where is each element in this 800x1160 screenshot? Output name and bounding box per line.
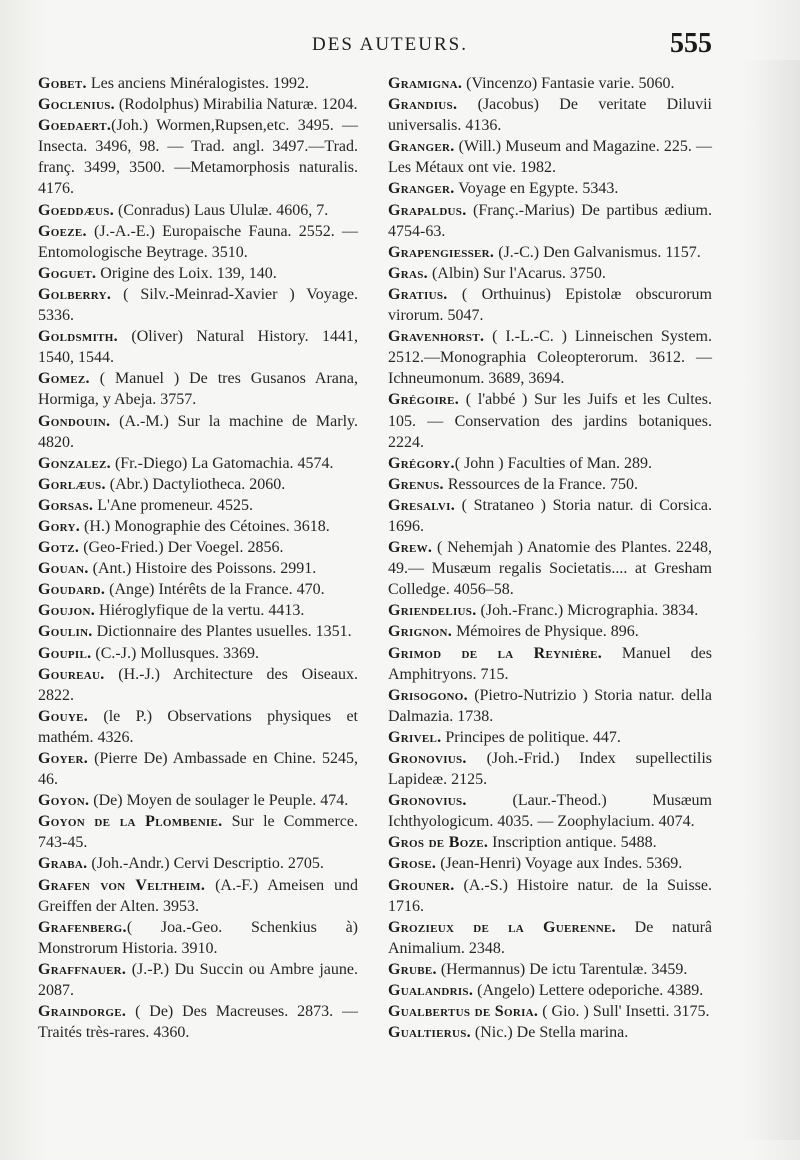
entry-reference: ( Gio. ) Sull' Insetti. 3175. [538,1003,710,1021]
index-entry [38,94,358,115]
entry-reference: (Joh.) Wormen,Rupsen,etc. 3495. — Insecta. 3496, 98. — Trad. angl. 3497.—Trad. franç. 3499, 3500. —Metamorphosis naturalis. 4176. [38,117,358,198]
entry-author: Granger. [388,138,455,156]
entry-reference: ( De) Des Macreuses. 2873. — Traités très-rares. 4360. [38,1003,358,1042]
page-number: 555 [670,28,712,59]
entry-reference: ( Joa.-Geo. Schenkius à) Monstrorum Historia. 3910. [38,918,358,957]
index-entry [388,284,712,326]
index-entry [388,1001,712,1022]
index-entry [38,73,358,94]
entry-reference: ( John ) Faculties of Man. 289. [454,454,653,472]
entry-reference: Manuel des Amphitryons. 715. [388,644,712,683]
entry-reference: (H.) Monographie des Cétoines. 3618. [80,517,330,535]
entry-reference: (Oliver) Natural History. 1441, 1540, 1544. [38,328,358,367]
entry-reference: (Franç.-Marius) De partibus ædium. 4754-63. [388,201,712,240]
entry-author: Grignon. [388,623,453,641]
index-entry [388,73,712,94]
entry-author: Goureau. [38,665,105,683]
index-entry [388,94,712,136]
entry-reference: (Laur.-Theod.) Musæum Ichthyologicum. 4035. — Zoophylacium. 4074. [388,792,712,831]
entry-author: Gorsas. [38,496,94,514]
entry-reference: (Hermannus) De ictu Tarentulæ. 3459. [436,960,688,978]
entry-reference: (H.-J.) Architecture des Oiseaux. 2822. [38,665,358,704]
entry-reference: (Ange) Intérêts de la France. 470. [105,581,325,599]
index-entry [388,685,712,727]
index-entry [38,368,358,410]
entry-author: Goguet. [38,264,97,282]
entry-author: Goupil. [38,644,92,662]
entry-reference: Origine des Loix. 139, 140. [96,264,277,282]
entry-author: Grew. [388,539,433,557]
entry-reference: (Will.) Museum and Magazine. 225. — Les Métaux ont vie. 1982. [388,138,712,177]
entry-author: Gualbertus de Soria. [388,1003,539,1021]
entry-author: Gratius. [388,285,448,303]
entry-reference: (Rodolphus) Mirabilia Naturæ. 1204. [114,96,358,114]
entry-author: Grégory. [388,454,455,472]
entry-author: Gouye. [38,707,89,725]
entry-reference: (Ant.) Histoire des Poissons. 2991. [88,560,317,578]
entry-author: Grandius. [388,96,458,114]
entry-author: Grose. [388,855,437,873]
index-entry [38,558,358,579]
index-entry [38,263,358,284]
index-entry [388,1022,712,1043]
index-entry [388,621,712,642]
entry-reference: (Fr.-Diego) La Gatomachia. 4574. [110,454,334,472]
entry-reference: (Jean-Henri) Voyage aux Indes. 5369. [436,855,683,873]
index-entry [38,748,358,790]
running-header-title: DES AUTEURS. [312,34,468,55]
index-entry [38,875,358,917]
entry-author: Goldsmith. [38,328,118,346]
entry-author: Gramigna. [388,75,463,92]
index-entry [38,706,358,748]
entry-author: Gobet. [38,75,87,92]
entry-reference: Sur le Commerce. 743-45. [38,813,358,852]
entry-author: Grafen von Veltheim. [38,876,206,894]
index-entry [388,600,712,621]
entry-author: Griendelius. [388,602,477,620]
index-entry [38,200,358,221]
entry-author: Grenus. [388,475,444,493]
entry-author: Goyer. [38,750,89,767]
entry-reference: (J.-P.) Du Succin ou Ambre jaune. 2087. [38,960,358,1000]
entry-author: Gotz. [38,539,80,557]
entry-author: Gros de Boze. [388,834,489,852]
entry-reference: ( Silv.-Meinrad-Xavier ) Voyage. 5336. [38,285,358,325]
entry-reference: ( l'abbé ) Sur les Juifs et les Cultes. 105. — Conservation des jardins botaniques. 2224. [388,391,712,451]
entry-reference: (Geo-Fried.) Der Voegel. 2856. [79,539,284,557]
index-entry [38,917,358,959]
entry-author: Graffnauer. [38,960,127,978]
index-entry [38,326,358,368]
index-entry [388,643,712,685]
entry-author: Goyon de la Plombenie. [38,813,223,831]
index-entry [388,727,712,748]
entry-author: Granger. [388,180,455,198]
index-entry [38,537,358,558]
right-index-column [388,73,712,1043]
entry-author: Goedaert. [38,117,112,135]
entry-author: Gonzalez. [38,454,111,472]
index-entry [38,453,358,474]
index-entry [38,959,358,1001]
entry-reference: (Joh.-Andr.) Cervi Descriptio. 2705. [87,855,324,873]
entry-reference: (C.-J.) Mollusques. 3369. [91,644,259,662]
entry-author: Grapaldus. [388,201,467,219]
entry-reference: De naturâ Animalium. 2348. [388,918,713,957]
entry-reference: (Albin) Sur l'Acarus. 3750. [427,264,606,282]
index-entry [388,178,712,199]
entry-reference: Inscription antique. 5488. [488,834,657,852]
entry-reference: L'Ane promeneur. 4525. [93,496,253,514]
index-entry [388,959,712,980]
entry-author: Gomez. [38,370,90,388]
entry-author: Grisogono. [388,686,468,704]
entry-reference: (Joh.-Frid.) Index supellectilis Lapideæ. 2125. [388,750,712,789]
index-entry [388,917,712,959]
index-entry [388,326,712,389]
index-entry [388,242,712,263]
index-entry [38,221,358,263]
index-entry [388,748,712,790]
entry-reference: Voyage en Egypte. 5343. [454,180,619,198]
entry-reference: (Abr.) Dactyliotheca. 2060. [105,475,286,493]
entry-reference: Principes de politique. 447. [441,728,621,746]
entry-reference: (Pierre De) Ambassade en Chine. 5245, 46. [38,750,358,789]
entry-reference: (J.-A.-E.) Europaische Fauna. 2552. — Entomologische Beytrage. 3510. [38,222,358,261]
entry-author: Goyon. [38,792,90,810]
entry-reference: (Pietro-Nutrizio ) Storia natur. della Dalmazia. 1738. [388,686,712,725]
index-entry [38,643,358,664]
index-entry [38,495,358,516]
index-entry [388,790,712,832]
index-entry [388,136,712,178]
entry-author: Goclenius. [38,96,115,114]
entry-reference: (Conradus) Laus Ululæ. 4606, 7. [114,201,329,219]
index-entry [388,980,712,1001]
entry-author: Grozieux de la Guerenne. [388,918,616,936]
entry-author: Grégoire. [388,391,460,409]
index-entry [38,664,358,706]
entry-author: Goudard. [38,581,106,599]
index-entry [38,1001,358,1043]
index-entry [388,389,712,452]
entry-author: Gouan. [38,560,89,578]
entry-author: Gualandris. [388,982,474,1000]
entry-author: Grube. [388,960,437,978]
page-edge-shadow [740,60,800,1140]
index-entry [388,537,712,600]
entry-reference: (A.-S.) Histoire natur. de la Suisse. 1716. [388,876,712,915]
index-entry [38,790,358,811]
index-entry [388,200,712,242]
index-entry [388,453,712,474]
entry-reference: (Vincenzo) Fantasie varie. 5060. [462,75,675,92]
entry-reference: Les anciens Minéralogistes. 1992. [86,75,309,92]
entry-reference: Dictionnaire des Plantes usuelles. 1351. [92,623,352,641]
entry-author: Gronovius. [388,750,467,767]
entry-reference: (A.-F.) Ameisen und Greiffen der Alten. 3953. [38,876,358,915]
entry-reference: (Angelo) Lettere odeporiche. 4389. [473,982,704,1000]
entry-reference: ( Orthuinus) Epistolæ obscurorum virorum. 5047. [388,285,712,325]
entry-author: Gravenhorst. [388,328,485,346]
entry-reference: (De) Moyen de soulager le Peuple. 474. [89,792,349,810]
entry-author: Graba. [38,855,88,873]
entry-author: Goeddæus. [38,201,114,219]
index-entry [38,579,358,600]
index-entry [38,115,358,199]
entry-reference: (A.-M.) Sur la machine de Marly. 4820. [38,412,358,451]
entry-author: Goeze. [38,222,87,240]
index-entry [38,621,358,642]
entry-author: Goujon. [38,602,96,620]
left-index-column [38,73,358,1043]
entry-author: Gronovius. [388,792,467,810]
entry-author: Goulin. [38,623,93,641]
index-entry [388,495,712,537]
entry-reference: ( Manuel ) De tres Gusanos Arana, Hormiga, y Abeja. 3757. [38,370,358,409]
entry-reference: ( Nehemjah ) Anatomie des Plantes. 2248, 49.— Musæum regalis Societatis.... at Gresham Colledge. 4056–58. [388,539,712,599]
index-entry [388,263,712,284]
entry-author: Gory. [38,517,81,535]
index-entry [388,875,712,917]
entry-author: Gras. [388,264,428,282]
index-entry [38,811,358,853]
entry-reference: Ressources de la France. 750. [443,475,639,493]
entry-author: Gualtierus. [388,1024,471,1042]
index-entry [38,600,358,621]
entry-reference: ( I.-L.-C. ) Linneischen System. 2512.—Monographia Coleopterorum. 3612. — Ichneumonum. 3689, 3694. [388,328,712,388]
entry-author: Grivel. [388,728,442,746]
index-entry [38,853,358,874]
entry-reference: (Nic.) De Stella marina. [470,1024,629,1042]
entry-author: Grouner. [388,876,455,894]
entry-author: Gondouin. [38,412,111,430]
entry-author: Grafenberg. [38,918,127,936]
index-entry [38,516,358,537]
entry-reference: (le P.) Observations physiques et mathém. 4326. [38,707,358,746]
entry-author: Graindorge. [38,1003,127,1021]
index-entry [38,411,358,453]
entry-author: Grimod de la Reynière. [388,644,603,662]
index-entry [38,284,358,326]
entry-author: Golberry. [38,285,112,303]
entry-reference: Mémoires de Physique. 896. [452,623,639,641]
index-entry [388,832,712,853]
entry-reference: (Jacobus) De veritate Diluvii universalis. 4136. [388,96,712,135]
entry-author: Gresalvi. [388,496,456,514]
index-entry [388,474,712,495]
entry-author: Grapengiesser. [388,243,495,261]
entry-reference: (Joh.-Franc.) Micrographia. 3834. [476,602,699,620]
entry-reference: Hiéroglyfique de la vertu. 4413. [95,602,305,620]
entry-reference: (J.-C.) Den Galvanismus. 1157. [494,243,701,261]
entry-reference: ( Strataneo ) Storia natur. di Corsica. 1696. [388,496,712,535]
index-entry [38,474,358,495]
index-entry [388,853,712,874]
entry-author: Gorlæus. [38,475,106,493]
